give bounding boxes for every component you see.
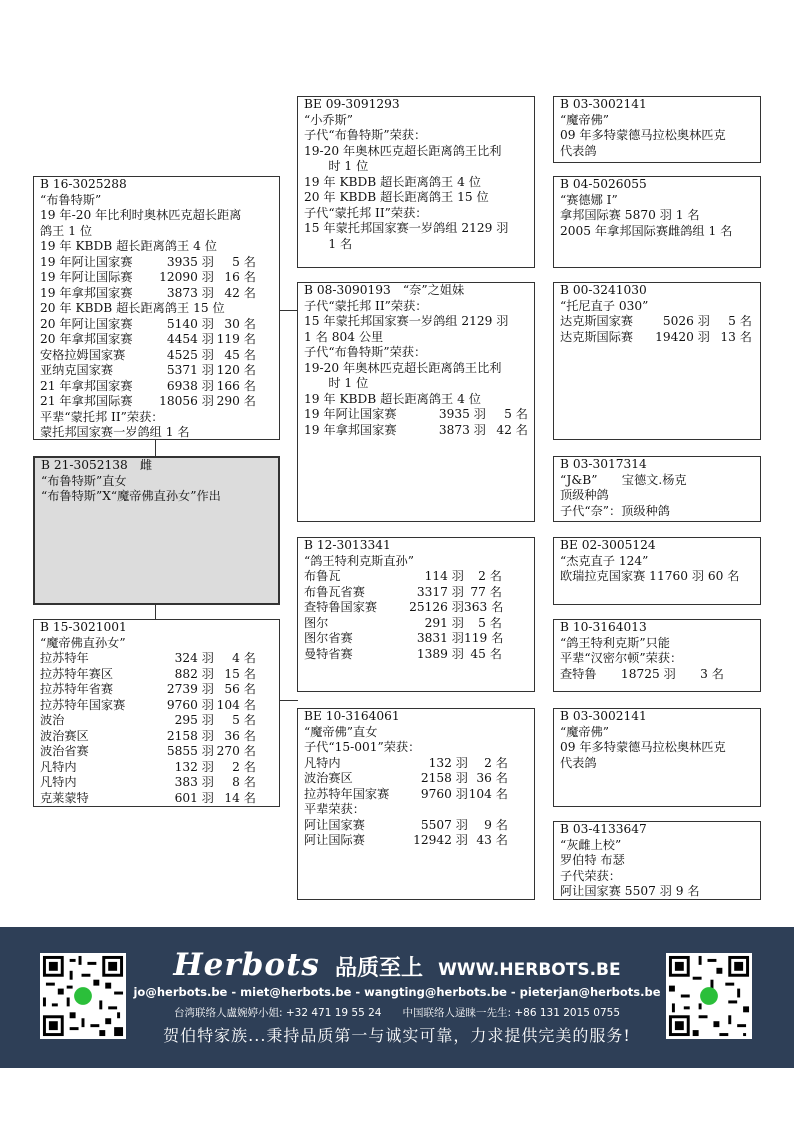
dds-card	[553, 708, 761, 807]
achievement-line: 蒙托邦国家赛一岁鸽组 1 名	[40, 425, 190, 439]
achievement-line: 鸽王 1 位	[40, 223, 93, 238]
result-row	[40, 348, 273, 364]
results-table	[40, 651, 273, 806]
result-race: 拉苏特年省赛	[40, 682, 114, 696]
achievement-line: 1 名	[304, 236, 353, 251]
achievement-line: 19 年 KBDB 超长距离鸽王 4 位	[304, 174, 481, 189]
result-row	[304, 771, 528, 787]
result-place: 270 名	[216, 744, 256, 758]
achievement-line: 查特鲁 18725 羽 3 名	[560, 666, 724, 681]
result-birds: 4454 羽	[166, 332, 214, 346]
result-race: 波治赛区	[40, 728, 89, 743]
result-birds: 295 羽	[174, 713, 214, 727]
sire-card	[33, 176, 280, 440]
result-race: 波治赛区	[304, 771, 353, 785]
result-row	[304, 616, 528, 632]
slogan: 品质至上	[334, 956, 423, 981]
result-race: 拉苏特年国家赛	[304, 786, 390, 801]
result-race: 亚纳克国家赛	[40, 363, 114, 377]
result-row	[304, 407, 528, 423]
result-race: 19 年拿邦国家赛	[304, 422, 397, 437]
result-place: 43 名	[476, 833, 508, 847]
result-place: 42 名	[496, 422, 528, 437]
result-place: 42 名	[224, 285, 256, 300]
ring-number: B 03-3002141	[560, 709, 647, 723]
result-row	[40, 270, 273, 286]
achievement-line: 时 1 位	[304, 159, 369, 173]
result-place: 9 名	[484, 817, 508, 832]
result-birds: 3317 羽	[416, 584, 464, 599]
result-place: 2 名	[484, 755, 508, 770]
pigeon-name: “鸽王特利克斯”只能	[560, 635, 670, 650]
pigeon-name: “鸽王特利克斯直孙”	[304, 553, 414, 568]
result-race: 阿让国际赛	[304, 833, 365, 847]
result-row	[40, 698, 273, 714]
pigeon-name: “魔帝佛”直女	[304, 724, 378, 739]
result-birds: 882 羽	[174, 666, 214, 681]
achievement-line: 09 年多特蒙德马拉松奥林匹克	[560, 740, 726, 754]
sds-card	[553, 282, 761, 440]
result-race: 曼特省赛	[304, 646, 353, 661]
result-row	[40, 317, 273, 333]
result-place: 8 名	[232, 775, 256, 789]
ring-number: B 15-3021001	[40, 620, 127, 634]
result-place: 77 名	[470, 584, 502, 599]
result-row	[304, 423, 528, 439]
achievement-line: 09 年多特蒙德马拉松奥林匹克	[560, 128, 726, 142]
results-table	[560, 314, 754, 345]
result-place: 16 名	[224, 270, 256, 284]
achievement-line: 子代“蒙托邦 II”荣获：	[304, 205, 428, 220]
result-place: 36 名	[476, 771, 508, 785]
dam-dam-card	[297, 708, 535, 900]
motto: 贺伯特家族...秉持品质第一与诚实可靠，力求提供完美的服务!	[163, 1026, 631, 1045]
result-place: 104 名	[468, 786, 508, 801]
result-race: 20 年拿邦国家赛	[40, 332, 133, 346]
pigeon-name: “布鲁特斯”直女	[41, 473, 127, 488]
herbots-logo: Herbots	[173, 947, 320, 983]
sire-sire-card	[297, 96, 535, 268]
result-birds: 3831 羽	[416, 631, 464, 645]
result-place: 104 名	[216, 697, 256, 712]
result-birds: 6938 羽	[166, 378, 214, 393]
result-row	[304, 600, 528, 616]
ring-number: B 03-3017314	[560, 457, 647, 471]
ring-number: B 00-3241030	[560, 283, 647, 297]
pigeon-name: “灰雌上校”	[560, 837, 622, 852]
result-place: 5 名	[728, 314, 752, 328]
result-row	[304, 647, 528, 663]
result-row	[40, 667, 273, 683]
ring-number: B 03-3002141	[560, 97, 647, 111]
ring-number: B 21-3052138 雌	[41, 458, 153, 472]
result-race: 阿让国家赛	[304, 817, 365, 832]
sss-card	[553, 96, 761, 163]
result-row	[304, 569, 528, 585]
footer-banner	[0, 927, 794, 1068]
achievement-line: 20 年 KBDB 超长距离鸽王 15 位	[304, 190, 489, 204]
achievement-line: 子代“布鲁特斯”荣获：	[304, 128, 427, 142]
result-birds: 18056 羽	[159, 394, 214, 408]
result-race: 19 年阿让国家赛	[304, 407, 397, 421]
connector-line	[155, 604, 156, 620]
achievement-line: 19-20 年奥林匹克超长距离鸽王比利	[304, 143, 502, 158]
achievement-line: 拿邦国际赛 5870 羽 1 名	[560, 208, 700, 222]
result-place: 45 名	[470, 646, 502, 661]
result-birds: 19420 羽	[655, 329, 710, 344]
achievement-line: 平辈“蒙托邦 II”荣获：	[40, 409, 164, 424]
result-race: 凡特内	[304, 755, 341, 770]
dam-card	[33, 619, 280, 807]
result-birds: 291 羽	[424, 615, 464, 630]
dss-card	[553, 537, 761, 605]
result-row	[304, 818, 528, 834]
pigeon-origin: “布鲁特斯”X“魔帝佛直孙女”作出	[41, 489, 221, 503]
result-row	[304, 756, 528, 772]
achievement-line: 平辈荣获：	[304, 802, 365, 816]
result-row	[560, 314, 754, 330]
dam-sire-card	[297, 537, 535, 692]
results-table	[40, 255, 273, 302]
result-row	[40, 255, 273, 271]
result-race: 凡特内	[40, 775, 77, 789]
connector-line	[279, 310, 298, 311]
result-birds: 5507 羽	[420, 817, 468, 832]
result-race: 达克斯国际赛	[560, 329, 634, 344]
result-row	[40, 682, 273, 698]
result-place: 14 名	[224, 790, 256, 805]
pigeon-name: “J&B” 宝德文.杨克	[560, 472, 687, 487]
result-birds: 601 羽	[174, 790, 214, 805]
result-place: 119 名	[464, 631, 504, 645]
connector-line	[279, 700, 298, 701]
result-race: 查特鲁国家赛	[304, 600, 378, 614]
ring-number: B 03-4133647	[560, 822, 647, 836]
pigeon-name: “托尼直子 030”	[560, 298, 649, 313]
result-place: 13 名	[720, 329, 752, 344]
result-row	[304, 787, 528, 803]
results-table	[40, 317, 273, 410]
result-birds: 383 羽	[174, 775, 214, 789]
result-place: 45 名	[224, 347, 256, 362]
achievement-line: 代表鸽	[560, 143, 597, 158]
achievement-line: 2005 年拿邦国际赛雌鸽组 1 名	[560, 223, 733, 238]
result-race: 21 年拿邦国际赛	[40, 394, 133, 408]
result-race: 克莱蒙特	[40, 790, 89, 805]
result-place: 5 名	[504, 407, 528, 421]
achievement-line: 19-20 年奥林匹克超长距离鸽王比利	[304, 360, 502, 375]
ring-number: B 10-3164013	[560, 620, 647, 634]
result-row	[304, 631, 528, 647]
ddd-card	[553, 821, 761, 900]
result-place: 5 名	[232, 254, 256, 269]
achievement-line: 罗伯特 布瑟	[560, 853, 625, 867]
sdd-card	[553, 456, 761, 522]
result-place: 363 名	[464, 600, 504, 614]
result-birds: 3935 羽	[166, 254, 214, 269]
result-birds: 12942 羽	[413, 833, 468, 847]
result-place: 2 名	[478, 569, 502, 583]
achievement-line: 子代“15-001”荣获：	[304, 740, 421, 754]
result-row	[40, 394, 273, 410]
ring-number: BE 02-3005124	[560, 538, 656, 552]
result-birds: 3873 羽	[166, 285, 214, 300]
result-row	[304, 585, 528, 601]
pigeon-name: “魔帝佛”	[560, 724, 610, 739]
pigeon-name: “魔帝佛”	[560, 112, 610, 127]
connector-line	[155, 439, 156, 457]
result-row	[40, 760, 273, 776]
result-birds: 1389 羽	[416, 646, 464, 661]
result-race: 波治省赛	[40, 744, 89, 758]
ring-number: B 16-3025288	[40, 177, 127, 191]
result-place: 120 名	[216, 363, 256, 377]
result-race: 凡特内	[40, 759, 77, 774]
result-place: 5 名	[232, 713, 256, 727]
ring-number: BE 10-3164061	[304, 709, 400, 723]
achievement-line: 子代“布鲁特斯”荣获：	[304, 345, 427, 359]
result-place: 119 名	[216, 332, 256, 346]
result-race: 20 年阿让国家赛	[40, 316, 133, 331]
result-race: 图尔省赛	[304, 631, 353, 645]
brand-line	[0, 947, 794, 983]
result-row	[40, 775, 273, 791]
result-row	[304, 833, 528, 849]
pigeon-name: “小乔斯”	[304, 112, 354, 127]
result-birds: 5026 羽	[662, 314, 710, 328]
results-table	[304, 756, 528, 803]
result-row	[40, 713, 273, 729]
result-birds: 132 羽	[428, 755, 468, 770]
sire-dam-card	[297, 282, 535, 522]
result-birds: 5140 羽	[166, 316, 214, 331]
result-place: 36 名	[224, 728, 256, 743]
result-birds: 5371 羽	[166, 363, 214, 377]
ring-number: BE 09-3091293	[304, 97, 400, 111]
result-birds: 3873 羽	[438, 422, 486, 437]
result-race: 21 年拿邦国家赛	[40, 378, 133, 393]
ssd-card	[553, 176, 761, 268]
result-race: 布鲁瓦省赛	[304, 584, 365, 599]
result-birds: 324 羽	[174, 651, 214, 665]
pigeon-name: “布鲁特斯”	[40, 192, 102, 207]
ring-number: B 04-5026055	[560, 177, 647, 191]
ring-number: B 08-3090193 “奈”之姐妹	[304, 283, 465, 297]
result-race: 19 年阿让国际赛	[40, 270, 133, 284]
achievement-line: 子代荣获：	[560, 868, 621, 883]
result-race: 19 年阿让国家赛	[40, 254, 133, 269]
result-birds: 5855 羽	[166, 744, 214, 758]
result-place: 5 名	[478, 615, 502, 630]
result-place: 166 名	[216, 378, 256, 393]
result-birds: 9760 羽	[420, 786, 468, 801]
result-row	[40, 286, 273, 302]
result-birds: 2158 羽	[166, 728, 214, 743]
result-row	[560, 330, 754, 346]
achievement-line: 阿让国家赛 5507 羽 9 名	[560, 884, 700, 898]
achievement-line: 19 年 KBDB 超长距离鸽王 4 位	[40, 239, 217, 253]
result-race: 图尔	[304, 615, 329, 630]
result-row	[40, 729, 273, 745]
result-row	[40, 651, 273, 667]
results-table	[304, 818, 528, 849]
achievement-line: 15 年蒙托邦国家赛一岁鸽组 2129 羽	[304, 314, 509, 328]
result-birds: 25126 羽	[409, 600, 464, 614]
result-place: 2 名	[232, 759, 256, 774]
result-place: 15 名	[224, 666, 256, 681]
result-row	[40, 332, 273, 348]
result-place: 290 名	[216, 394, 256, 408]
email-list[interactable]: jo@herbots.be - miet@herbots.be - wangting@herbots.be - pieterjan@herbots.be	[133, 985, 661, 999]
results-table	[304, 569, 528, 662]
result-birds: 4525 羽	[166, 347, 214, 362]
result-row	[40, 791, 273, 807]
result-birds: 12090 羽	[159, 270, 214, 284]
result-race: 达克斯国家赛	[560, 314, 634, 328]
result-race: 拉苏特年国家赛	[40, 697, 126, 712]
result-place: 30 名	[224, 316, 256, 331]
achievement-line: 子代“蒙托邦 II”荣获：	[304, 298, 428, 313]
result-birds: 132 羽	[174, 759, 214, 774]
result-birds: 2158 羽	[420, 771, 468, 785]
achievement-line: 欧瑞拉克国家赛 11760 羽 60 名	[560, 569, 740, 583]
dsd-card	[553, 619, 761, 692]
result-birds: 3935 羽	[438, 407, 486, 421]
subject-pigeon-card	[33, 456, 280, 605]
results-table	[304, 407, 528, 438]
achievement-line: 平辈“汉密尔顿”荣获：	[560, 651, 683, 665]
achievement-line: 子代“奈”：顶级种鸽	[560, 503, 670, 518]
achievement-line: 19 年 KBDB 超长距离鸽王 4 位	[304, 391, 481, 406]
result-row	[40, 379, 273, 395]
ring-number: B 12-3013341	[304, 538, 391, 552]
contact-phones: 台湾联络人盧婉婷小姐: +32 471 19 55 24 中国联络人逯睐一先生: +86 131 2015 0755	[173, 1007, 621, 1019]
achievement-line: 时 1 位	[304, 376, 369, 390]
result-birds: 9760 羽	[166, 697, 214, 712]
result-place: 56 名	[224, 682, 256, 696]
website-link[interactable]: WWW.HERBOTS.BE	[438, 960, 621, 980]
result-race: 波治	[40, 713, 65, 727]
achievement-line: 顶级种鸽	[560, 488, 609, 502]
result-birds: 114 羽	[424, 569, 464, 583]
result-race: 安格拉姆国家赛	[40, 347, 126, 362]
achievement-line: 19 年-20 年比利时奥林匹克超长距离	[40, 208, 242, 222]
result-race: 拉苏特年	[40, 651, 89, 665]
result-row	[40, 744, 273, 760]
result-race: 19 年拿邦国家赛	[40, 285, 133, 300]
achievement-line: 15 年蒙托邦国家赛一岁鸽组 2129 羽	[304, 221, 509, 235]
pigeon-name: “魔帝佛直孙女”	[40, 635, 126, 650]
achievement-line: 1 名 804 公里	[304, 329, 384, 344]
result-race: 布鲁瓦	[304, 569, 341, 583]
achievement-line: 20 年 KBDB 超长距离鸽王 15 位	[40, 301, 225, 315]
result-row	[40, 363, 273, 379]
pigeon-name: “赛德娜 I”	[560, 192, 618, 207]
result-birds: 2739 羽	[166, 682, 214, 696]
result-race: 拉苏特年赛区	[40, 666, 114, 681]
achievement-line: 代表鸽	[560, 755, 597, 770]
result-place: 4 名	[232, 651, 256, 665]
pigeon-name: “杰克直子 124”	[560, 553, 649, 568]
